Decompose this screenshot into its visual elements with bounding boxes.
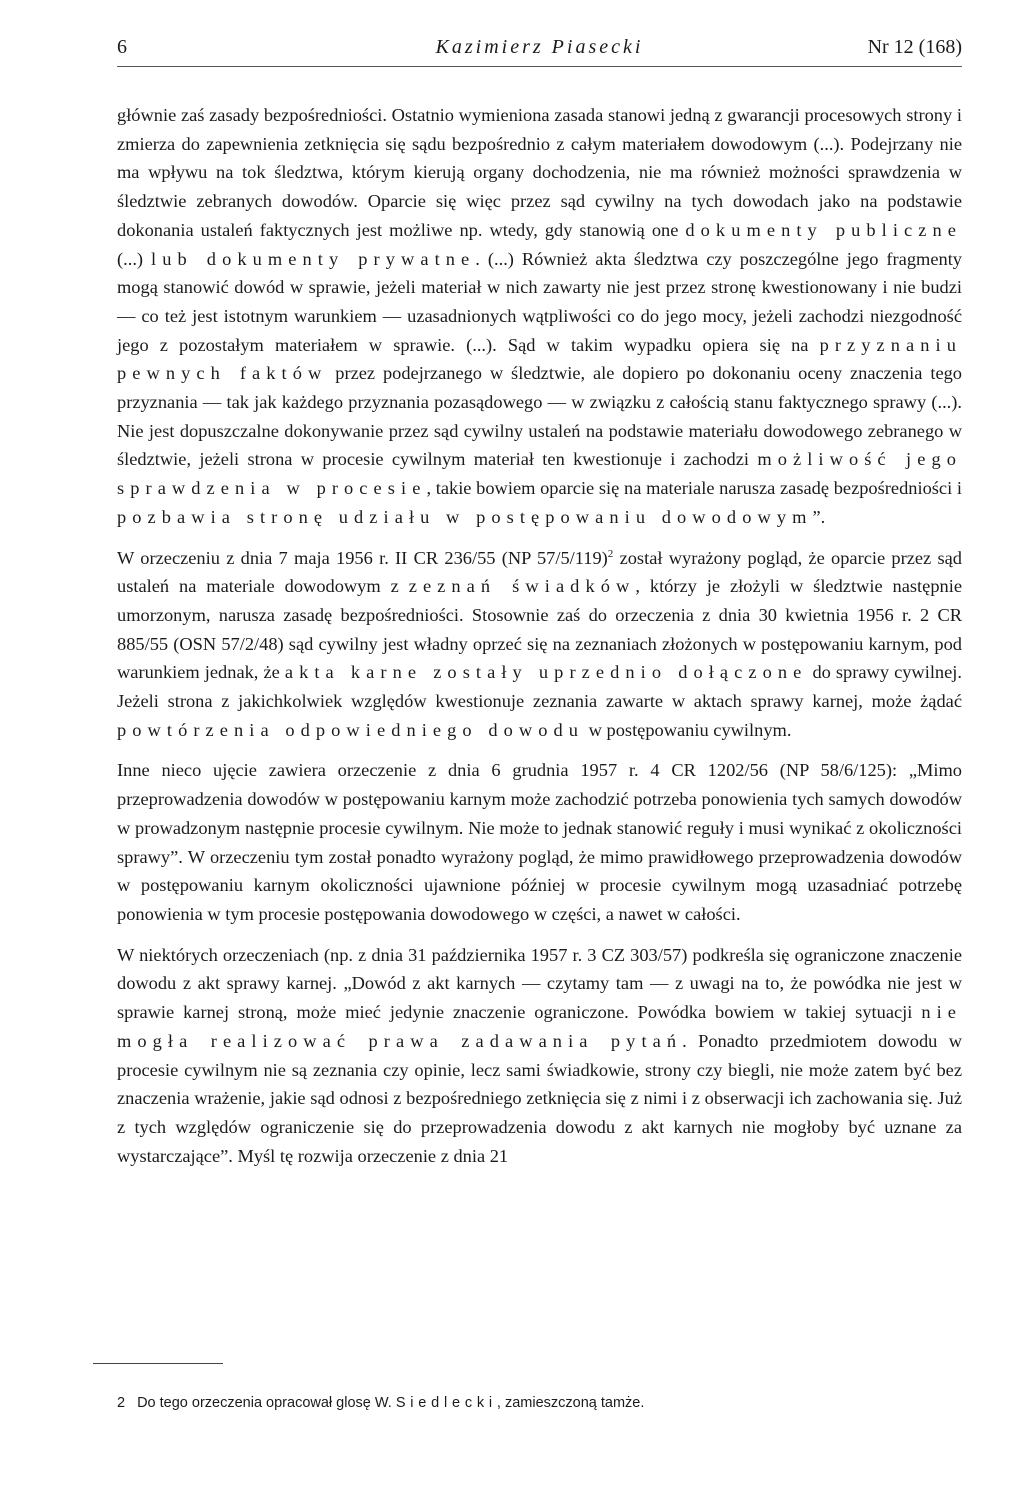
text-run: , którzy je złożyli w śledztwie następnie umorzonym, narusza zasadę bezpośredniości. Stosownie zaś do orzeczenia z dnia 30 kwietnia 1956 r. 2 CR 885/55 (OSN 57/2/48) sąd cywilny jest władny oprzeć się na zeznaniach złożonych w postępowaniu karnym, pod warunkiem jednak, że — [117, 576, 962, 683]
text-run: , takie bowiem oparcie się na materiale narusza zasadę bezpośredniości i — [426, 478, 962, 499]
footnote — [117, 1392, 962, 1414]
text-run: w postępowaniu cywilnym. — [584, 719, 792, 740]
text-run: przez podejrzanego w śledztwie, ale dopiero po dokonaniu oceny znaczenia tego przyznania — tak jak każdego przyznania pozasądowego — w związku z całością stanu faktycznego sprawy (...). Nie jest dopuszczalne dokonywanie przez sąd cywilny ustaleń na podstawie materiału dowodowego zebranego w śledztwie, jeżeli strona w procesie cywilnym materiał ten kwestionuje i zachodzi — [117, 363, 962, 470]
emphasis: akta karne zostały uprzednio dołączone — [284, 662, 808, 683]
footnote-text: , zamieszczoną tamże. — [496, 1395, 645, 1411]
page-number: 6 — [117, 36, 127, 58]
running-header — [117, 32, 962, 67]
text-run: (...) — [117, 248, 152, 269]
issue-number: Nr 12 (168) — [867, 36, 962, 58]
emphasis: nie mogła realizować prawa zadawania pytań — [117, 1002, 962, 1051]
main-text — [117, 101, 962, 1170]
paragraph-4 — [117, 941, 962, 1171]
emphasis: powtórzenia odpowiedniego dowodu — [117, 719, 585, 740]
text-run: . Ponadto przedmiotem dowodu w procesie cywilnym nie są zeznania czy opinie, lecz sami świadkowie, strony czy biegli, nie może zatem być bez znaczenia wrażenie, jakie sąd odnosi z bezpośredniego zetknięcia się z nimi i z obserwacji ich zachowania się. Już z tych względów ograniczenie się do przeprowadzenia dowodu z akt karnych nie mogłoby być uznane za wystarczające”. Myśl tę rozwija orzeczenie z dnia 21 — [117, 1030, 962, 1166]
paragraph-2 — [117, 544, 962, 745]
text-run: głównie zaś zasady bezpośredniości. Ostatnio wymieniona zasada stanowi jedną z gwarancji procesowych strony i zmierza do zapewnienia zetknięcia się sądu bezpośrednio z całym materiałem dowodowym (...). Podejrzany nie ma wpływu na tok śledztwa, którym kierują organy dochodzenia, nie ma również możności sprawdzenia w śledztwie zebranych dowodów. Oparcie się więc przez sąd cywilny na tych dowodach jako na podstawie dokonania ustaleń faktycznych jest możliwe np. wtedy, gdy stanowią one — [117, 105, 962, 240]
emphasis: pozbawia stronę udziału w postępowaniu dowodowym — [117, 506, 813, 527]
text-run: W orzeczeniu z dnia 7 maja 1956 r. II CR 236/55 (NP 57/5/119) — [117, 547, 608, 568]
footnote-text: Do tego orzeczenia opracował glosę W. — [137, 1395, 396, 1411]
emphasis: zeznań świadków — [408, 576, 636, 597]
emphasis: możliwość jego sprawdzenia w procesie — [117, 449, 962, 499]
text-run: ”. — [812, 506, 826, 527]
text-run: został wyrażony pogląd, że oparcie przez sąd ustaleń na materiale dowodowym z — [117, 547, 962, 597]
emphasis: przyznaniu pewnych faktów — [117, 334, 962, 384]
footnote-divider — [93, 1363, 223, 1364]
paragraph-3: Inne nieco ujęcie zawiera orzeczenie z dnia 6 grudnia 1957 r. 4 CR 1202/56 (NP 58/6/125): „Mimo przeprowadzenia dowodów w postępowaniu karnym może zachodzić potrzeba ponowienia tych samych dowodów w prowadzonym następnie procesie cywilnym. Nie może to jednak stanowić reguły i musi wynikać z okoliczności sprawy”. W orzeczeniu tym został ponadto wyrażony pogląd, że mimo prawidłowego przeprowadzenia dowodów w postępowaniu karnym okoliczności ujawnione później w procesie cywilnym mogą uzasadniać potrzebę ponowienia w tym procesie postępowania dowodowego w części, a nawet w całości. — [117, 760, 962, 924]
footnote-ref: 2 — [607, 547, 614, 560]
paragraph-1 — [117, 101, 962, 532]
footnote-emphasis: Siedlecki — [395, 1395, 497, 1411]
text-run: . (...) Również akta śledztwa czy poszczególne jego fragmenty mogą stanowić dowód w sprawie, jeżeli materiał w nich zawarty nie jest przez stronę kwestionowany i nie budzi — co też jest istotnym warunkiem — uzasadnionych wątpliwości co do jego mocy, jeżeli zachodzi niezgodność jego z pozostałym materiałem w sprawie. (...). Sąd w takim wypadku opiera się na — [117, 248, 962, 355]
footnote-mark: 2 — [117, 1395, 126, 1411]
text-run: W niektórych orzeczeniach (np. z dnia 31 października 1957 r. 3 CZ 303/57) podkreśla się ograniczone znaczenie dowodu z akt sprawy karnej. „Dowód z akt karnych — czytamy tam — z uwagi na to, że powódka nie jest w sprawie karnej stroną, może mieć jedynie znaczenie ograniczone. Powódka bowiem w takiej sytuacji — [117, 944, 962, 1023]
text-run: do sprawy cywilnej. Jeżeli strona z jakichkolwiek względów kwestionuje zeznania zawarte w aktach sprawy karnej, może żądać — [117, 662, 962, 712]
emphasis: dokumenty publiczne — [685, 219, 963, 240]
emphasis: lub dokumenty prywatne — [151, 248, 476, 269]
running-title: Kazimierz Piasecki — [435, 36, 644, 58]
